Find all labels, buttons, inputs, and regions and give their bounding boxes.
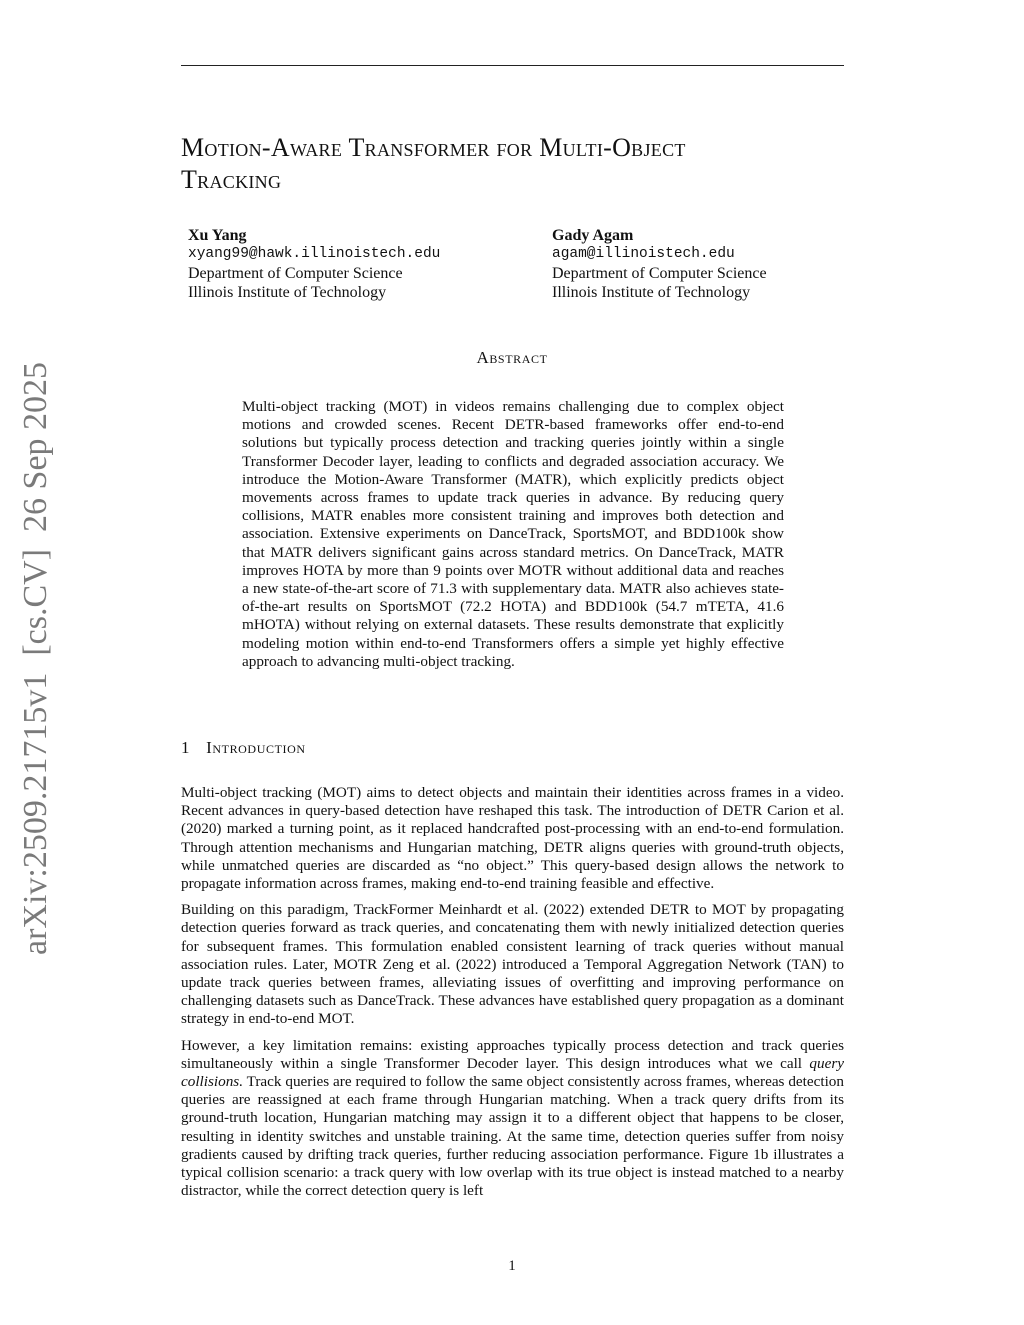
author-institution: Illinois Institute of Technology — [552, 284, 751, 301]
top-rule — [181, 65, 844, 66]
title-line-1: Motion-Aware Transformer for Multi-Object — [181, 133, 686, 162]
intro-p3-text-after: Track queries are required to follow the same object consistently across frames, whereas detection queries are reassigned at each frame through Hungarian matching. When a track query drifts from its ground-truth location, Hungarian matching may assign it to a different object that happens to be closer, resulting in identity switches and unstable training. At the same time, detection queries suffer from noisy gradients caused by drifting track queries, further reducing association performance. Figure 1b illustrates a typical collision scenario: a track query with low overlap with its true object is instead matched to a nearby distractor, while the correct detection query is left — [181, 1073, 844, 1200]
intro-paragraph-1: Multi-object tracking (MOT) aims to detect objects and maintain their identities across frames in a video. Recent advances in query-based detection have reshaped this task. The introduction of DETR Carion et al. (2020) marked a turning point, as it replaced handcrafted post-processing with an end-to-end formulation. Through attention mechanisms and Hungarian matching, DETR aligns queries with ground-truth objects, while unmatched queries are discarded as “no object.” This query-based design allows the network to propagate information across frames, making end-to-end training feasible and effective. — [181, 784, 844, 893]
title-line-2: Tracking — [181, 165, 282, 194]
author-block-1 — [188, 226, 440, 302]
section-heading-introduction — [181, 738, 306, 758]
author-department: Department of Computer Science — [552, 265, 767, 282]
intro-paragraph-2: Building on this paradigm, TrackFormer Meinhardt et al. (2022) extended DETR to MOT by propagating detection queries forward as track queries, and concatenating them with newly initialized detection queries for subsequent frames. This formulation enabled consistent learning of track queries without manual association rules. Later, MOTR Zeng et al. (2022) introduced a Temporal Aggregation Network (TAN) to update track queries between frames, alleviating issues of overfitting and improving performance on challenging datasets such as DanceTrack. These advances have established query propagation as a dominant strategy in end-to-end MOT. — [181, 901, 844, 1028]
author-email[interactable]: xyang99@hawk.illinoistech.edu — [188, 246, 441, 262]
section-title: Introduction — [206, 738, 306, 757]
arxiv-id: arXiv:2509.21715v1 — [17, 672, 54, 955]
author-name: Gady Agam — [552, 227, 634, 244]
arxiv-date: 26 Sep 2025 — [17, 361, 54, 532]
arxiv-category: [cs.CV] — [17, 548, 54, 656]
intro-p3-text-before: However, a key limitation remains: existing approaches typically process detection and track queries simultaneously within a single Transformer Decoder layer. This design introduces what we call — [181, 1036, 844, 1072]
abstract-heading: Abstract — [476, 348, 548, 367]
arxiv-side-stamp — [16, 362, 56, 955]
author-name: Xu Yang — [188, 227, 247, 244]
author-department: Department of Computer Science — [188, 265, 403, 282]
section-number: 1 — [181, 738, 191, 757]
page-number: 1 — [508, 1258, 516, 1274]
intro-paragraph-3 — [181, 1037, 844, 1201]
introduction-body — [181, 784, 844, 1208]
paper-title — [181, 132, 861, 196]
abstract-text: Multi-object tracking (MOT) in videos remains challenging due to complex object motions and crowded scenes. Recent DETR-based frameworks offer end-to-end solutions but typically process detection and tracking queries jointly within a single Transformer Decoder layer, leading to conflicts and degraded association accuracy. We introduce the Motion-Aware Transformer (MATR), which explicitly predicts object movements across frames to update track queries in advance. By reducing query collisions, MATR enables more consistent training and improves both detection and association. Extensive experiments on DanceTrack, SportsMOT, and BDD100k show that MATR delivers significant gains across standard metrics. On DanceTrack, MATR improves HOTA by more than 9 points over MOTR without additional data and reaches a new state-of-the-art score of 71.3 with supplementary data. MATR also achieves state-of-the-art results on SportsMOT (72.2 HOTA) and BDD100k (54.7 mTETA, 41.6 mHOTA) without relying on external datasets. These results demonstrate that explicitly modeling motion within end-to-end Transformers offers a simple yet highly effective approach to advancing multi-object tracking. — [242, 398, 784, 670]
author-email[interactable]: agam@illinoistech.edu — [552, 246, 735, 262]
intro-p3-emphasized-term: query collisions. — [181, 1054, 844, 1091]
author-block-2 — [552, 226, 767, 302]
author-institution: Illinois Institute of Technology — [188, 284, 387, 301]
